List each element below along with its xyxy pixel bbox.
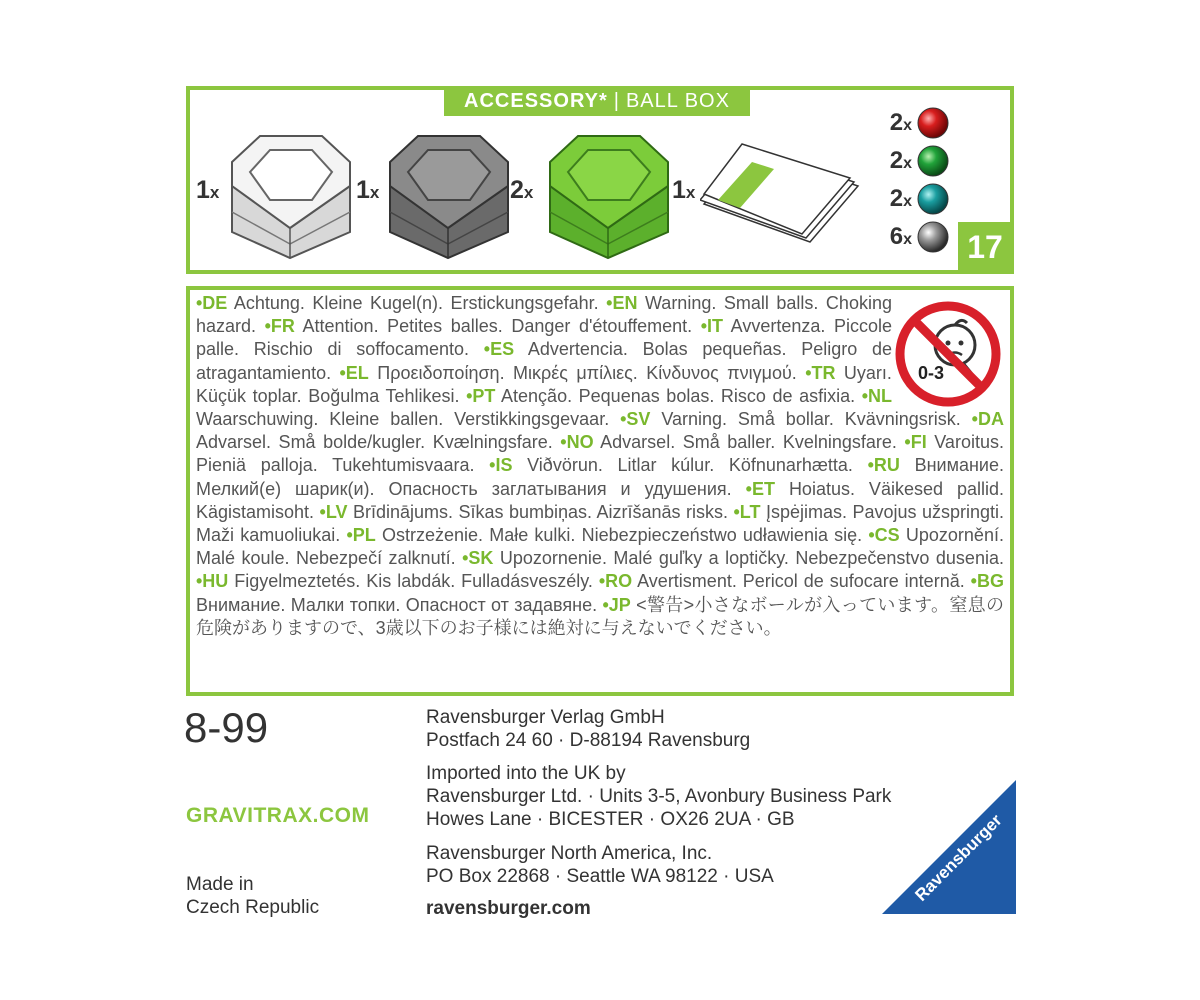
warning-el bbox=[340, 363, 797, 383]
teal-ball-icon bbox=[916, 182, 950, 216]
warning-message: Upozornenie. Malé guľky a loptičky. Nebezpečenstvo dusenia. bbox=[499, 548, 1004, 569]
language-code: •PT bbox=[466, 385, 496, 406]
ball-row-silver: 6x bbox=[874, 220, 950, 254]
language-code: •ES bbox=[483, 339, 515, 360]
language-code: •RO bbox=[598, 571, 633, 592]
white-hexagon-tile bbox=[228, 132, 354, 260]
language-code: •FI bbox=[904, 432, 927, 453]
warning-message: Brīdinājums. Sīkas bumbiņas. Aizrīšanās risks. bbox=[353, 501, 729, 522]
warning-message: Hoiatus. Väikesed pallid. Kägistamisoht. bbox=[196, 478, 1004, 522]
ball-row-green: 2x bbox=[874, 144, 950, 178]
warning-message: Avvertenza. Piccole palle. Rischio di soffocamento. bbox=[196, 316, 892, 360]
instruction-sheet-icon bbox=[700, 142, 862, 246]
warning-text bbox=[196, 292, 1004, 640]
gray-hexagon-tile bbox=[386, 132, 512, 260]
warning-sv bbox=[620, 409, 961, 429]
header-title: ACCESSORY* bbox=[464, 90, 608, 112]
warning-message: Advertencia. Bolas pequeñas. Peligro de atragantamiento. bbox=[196, 339, 892, 383]
language-code: •LV bbox=[319, 501, 348, 522]
made-in-country: Czech Republic bbox=[186, 897, 320, 918]
warning-message: Προειδοποίηση. Μικρές μπίλιες. Κίνδυνος πνιγμού. bbox=[377, 362, 797, 383]
warning-message: Figyelmeztetés. Kis labdák. Fulladásveszély. bbox=[234, 571, 593, 592]
language-code: •RU bbox=[867, 455, 900, 476]
warning-message: Įspėjimas. Pavojus užspringti. Maži kamuoliukai. bbox=[196, 501, 1004, 546]
ball-row-red: 2x bbox=[874, 106, 950, 140]
language-code: •NL bbox=[861, 385, 892, 406]
content-qty-white: 1x bbox=[196, 176, 220, 204]
warning-fr bbox=[265, 316, 693, 336]
warning-pt bbox=[466, 386, 855, 406]
header-tab bbox=[444, 87, 750, 116]
warning-message: Attention. Petites balles. Danger d'étouffement. bbox=[302, 316, 693, 337]
warning-sk bbox=[462, 548, 1004, 568]
warning-message: <警告>小さなボールが入っています。窒息の危険がありますので、3歳以下のお子様には絶対に与えないでください。 bbox=[196, 594, 1004, 638]
warning-message: Upozornění. Malé koule. Nebezpečí zalknutí. bbox=[196, 525, 1004, 569]
warning-message: Внимание. Малки топки. Опасност от задавяне. bbox=[196, 594, 598, 615]
brand-website-link[interactable]: GRAVITRAX.COM bbox=[186, 804, 370, 827]
language-code: •EL bbox=[339, 362, 369, 383]
content-qty-sheet: 1x bbox=[672, 176, 696, 204]
warning-de bbox=[196, 293, 599, 313]
warning-message: Warning. Small balls. Choking hazard. bbox=[196, 293, 892, 337]
age-warning-label: 0-3 bbox=[917, 363, 945, 383]
language-code: •LT bbox=[733, 501, 761, 522]
warning-no bbox=[560, 432, 897, 452]
language-code: •EN bbox=[606, 293, 638, 313]
language-code: •HU bbox=[196, 571, 229, 592]
language-code: •TR bbox=[805, 362, 836, 383]
age-range: 8-99 bbox=[184, 704, 269, 751]
green-hexagon-tile bbox=[546, 132, 672, 260]
ravensburger-website-link[interactable]: ravensburger.com bbox=[426, 898, 591, 919]
warning-message: Avertisment. Pericol de sufocare internă. bbox=[637, 571, 965, 592]
content-qty-green: 2x bbox=[510, 176, 534, 204]
language-code: •IT bbox=[700, 316, 724, 337]
warning-message: Atenção. Pequenas bolas. Risco de asfixia. bbox=[501, 385, 856, 406]
warning-message: Uyarı. Küçük toplar. Boğulma Tehlikesi. bbox=[196, 362, 892, 406]
warning-message: Advarsel. Små bolde/kugler. Kvælningsfare. bbox=[196, 432, 553, 453]
warning-hu bbox=[196, 571, 593, 591]
header-subtitle: BALL BOX bbox=[625, 90, 730, 112]
green-ball-icon bbox=[916, 144, 950, 178]
logo-text: Ravensburger bbox=[911, 810, 1006, 905]
warning-message: Ostrzeżenie. Małe kulki. Niebezpieczeństwo udławienia się. bbox=[381, 525, 863, 546]
language-code: •DA bbox=[971, 409, 1004, 430]
warning-is bbox=[489, 455, 853, 475]
na-office-address: Ravensburger North America, Inc. PO Box 22868 · Seattle WA 98122 · USA bbox=[426, 843, 774, 887]
warning-message: Advarsel. Små baller. Kvelningsfare. bbox=[600, 432, 897, 453]
warning-message: Внимание. Мелкий(е) шарик(и). Опасность заглатывания и удушения. bbox=[196, 455, 1004, 499]
red-ball-icon bbox=[916, 106, 950, 140]
warning-message: Waarschuwing. Kleine ballen. Verstikkingsgevaar. bbox=[196, 409, 610, 430]
item-number-badge: 17 bbox=[958, 222, 1012, 272]
warning-message: Viðvörun. Litlar kúlur. Köfnunarhætta. bbox=[527, 455, 853, 476]
content-qty-gray: 1x bbox=[356, 176, 380, 204]
language-code: •BG bbox=[970, 571, 1004, 592]
header-separator: | bbox=[613, 90, 620, 112]
language-code: •ET bbox=[745, 478, 775, 499]
uk-importer-address: Imported into the UK by Ravensburger Ltd. · Units 3-5, Avonbury Business Park Howes Lane · BICESTER · OX26 2UA · GB bbox=[426, 763, 892, 830]
language-code: •JP bbox=[602, 594, 631, 615]
warning-pl bbox=[346, 525, 862, 545]
warning-ro bbox=[599, 571, 965, 591]
warning-message: Varoitus. Pieniä palloja. Tukehtumisvaara. bbox=[196, 432, 1004, 476]
language-code: •IS bbox=[489, 455, 513, 476]
warning-message: Varning. Små bollar. Kvävningsrisk. bbox=[661, 409, 961, 430]
language-code: •NO bbox=[560, 432, 594, 453]
publisher-address: Ravensburger Verlag GmbH Postfach 24 60 · D-88194 Ravensburg bbox=[426, 707, 751, 751]
language-code: •CS bbox=[868, 525, 900, 546]
language-code: •FR bbox=[264, 316, 295, 337]
language-code: •DE bbox=[196, 293, 228, 313]
made-in-label: Made in bbox=[186, 874, 254, 895]
warning-message: Achtung. Kleine Kugel(n). Erstickungsgefahr. bbox=[233, 293, 599, 313]
language-code: •SV bbox=[620, 409, 651, 430]
ball-row-teal: 2x bbox=[874, 182, 950, 216]
warning-lv bbox=[320, 502, 728, 522]
language-code: •PL bbox=[346, 525, 376, 546]
silver-ball-icon bbox=[916, 220, 950, 254]
ravensburger-logo bbox=[882, 780, 1016, 914]
language-code: •SK bbox=[462, 548, 494, 569]
